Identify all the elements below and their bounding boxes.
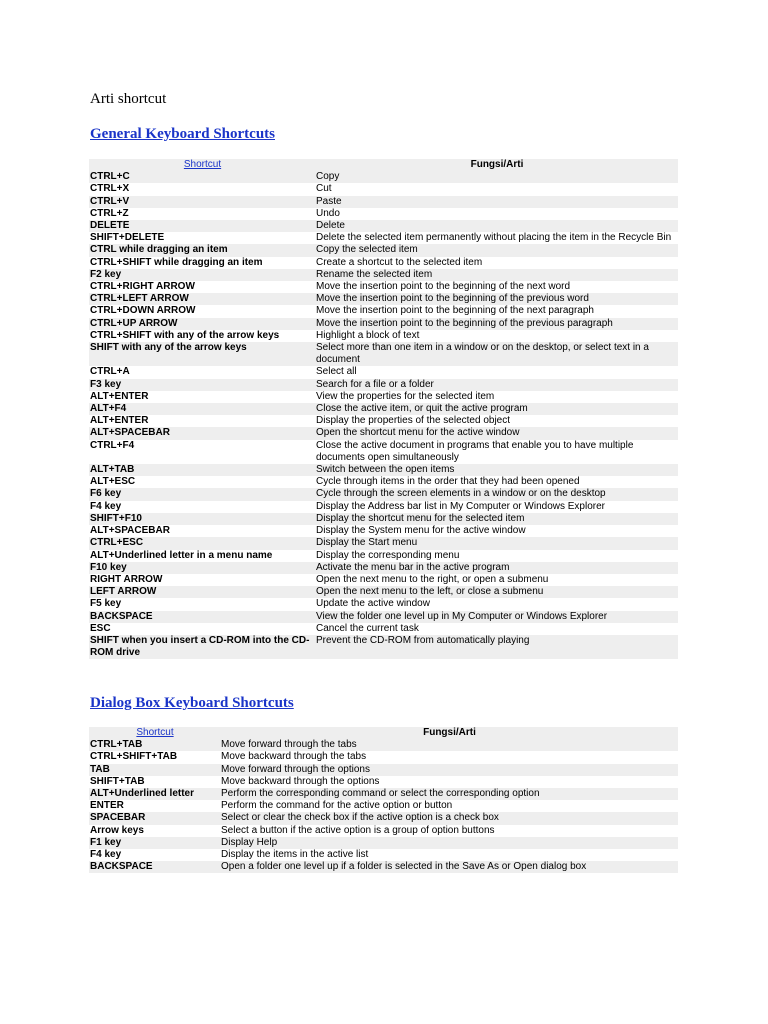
shortcut-key: SHIFT when you insert a CD-ROM into the CD-ROM drive — [90, 634, 310, 659]
table-row — [89, 800, 678, 812]
table-row — [89, 415, 678, 427]
shortcut-description: Select all — [316, 366, 357, 378]
shortcut-key: CTRL+F4 — [90, 439, 135, 451]
table-row — [89, 849, 678, 861]
shortcut-description: Move backward through the options — [221, 775, 380, 787]
shortcut-description: Move the insertion point to the beginning of the next word — [316, 281, 571, 293]
table-row — [89, 244, 678, 256]
shortcut-description: Display Help — [221, 836, 278, 848]
shortcut-key: CTRL while dragging an item — [90, 244, 228, 256]
shortcut-key: ALT+ESC — [90, 476, 136, 488]
shortcut-key: TAB — [90, 763, 110, 775]
shortcut-description: Select more than one item in a window or on the desktop, or select text in a document — [316, 342, 649, 366]
table-row — [89, 379, 678, 391]
shortcut-description: Move forward through the tabs — [221, 739, 357, 751]
shortcut-description: Move the insertion point to the beginning of the next paragraph — [316, 305, 594, 317]
table-row — [89, 196, 678, 208]
table-row — [89, 403, 678, 415]
shortcut-key: LEFT ARROW — [90, 586, 157, 598]
shortcut-description: Move backward through the tabs — [221, 751, 367, 763]
shortcut-description: Display the Start menu — [316, 537, 418, 549]
shortcut-key: SHIFT+DELETE — [90, 232, 165, 244]
table-row — [89, 208, 678, 220]
shortcut-description: Delete — [316, 220, 345, 232]
shortcut-key: ALT+SPACEBAR — [90, 525, 170, 537]
shortcut-key: ALT+ENTER — [90, 390, 149, 402]
shortcut-column-header[interactable]: Shortcut — [136, 727, 174, 738]
shortcut-key: DELETE — [90, 220, 130, 232]
table-row — [89, 635, 678, 659]
shortcut-description: Cut — [316, 183, 332, 195]
shortcut-key: ALT+F4 — [90, 403, 127, 415]
table-row — [89, 476, 678, 488]
table-row — [89, 501, 678, 513]
shortcut-description: Display the corresponding menu — [316, 549, 460, 561]
shortcut-key: SHIFT with any of the arrow keys — [90, 342, 247, 354]
table-row — [89, 513, 678, 525]
dialog-shortcuts-table — [89, 727, 678, 873]
shortcut-description: View the properties for the selected item — [316, 390, 495, 402]
shortcut-key: CTRL+SHIFT with any of the arrow keys — [90, 329, 280, 341]
table-row — [89, 488, 678, 500]
shortcut-key: SHIFT+TAB — [90, 775, 145, 787]
table-row — [89, 293, 678, 305]
table-row — [89, 562, 678, 574]
shortcut-description: Display the items in the active list — [221, 849, 369, 861]
shortcut-key: ALT+TAB — [90, 464, 135, 476]
shortcut-key: CTRL+UP ARROW — [90, 317, 178, 329]
shortcut-key: F3 key — [90, 378, 122, 390]
table-row — [89, 751, 678, 763]
table-row — [89, 788, 678, 800]
shortcut-description: Move the insertion point to the beginning of the previous word — [316, 293, 589, 305]
table-row — [89, 598, 678, 610]
table-row — [89, 220, 678, 232]
shortcut-description: Open the next menu to the right, or open a submenu — [316, 573, 549, 585]
shortcut-description: Select or clear the check box if the active option is a check box — [221, 812, 499, 824]
shortcut-description: Rename the selected item — [316, 268, 433, 280]
shortcut-key: CTRL+RIGHT ARROW — [90, 281, 195, 293]
shortcut-description: Perform the command for the active option or button — [221, 800, 453, 812]
shortcut-description: Open the next menu to the left, or close a submenu — [316, 586, 544, 598]
table-row — [89, 586, 678, 598]
shortcut-description: Move the insertion point to the beginning of the previous paragraph — [316, 317, 613, 329]
shortcut-key: F5 key — [90, 598, 122, 610]
shortcut-description: Display the System menu for the active window — [316, 525, 526, 537]
shortcut-description: Update the active window — [316, 598, 430, 610]
shortcut-key: ESC — [90, 622, 111, 634]
table-row — [89, 183, 678, 195]
table-row — [89, 440, 678, 464]
table-row — [89, 281, 678, 293]
shortcut-key: F4 key — [90, 500, 122, 512]
table-row — [89, 318, 678, 330]
shortcut-description: Display the shortcut menu for the selected item — [316, 512, 525, 524]
general-shortcuts-table — [89, 159, 678, 659]
shortcut-key: SHIFT+F10 — [90, 512, 142, 524]
shortcut-column-header[interactable]: Shortcut — [183, 159, 222, 170]
table-row — [89, 330, 678, 342]
shortcut-key: CTRL+A — [90, 366, 130, 378]
shortcut-key: ENTER — [90, 800, 124, 812]
shortcut-description: Highlight a block of text — [316, 329, 420, 341]
table-row — [89, 837, 678, 849]
dialog-shortcuts-heading[interactable]: Dialog Box Keyboard Shortcuts — [90, 695, 294, 711]
shortcut-key: Arrow keys — [90, 824, 144, 836]
shortcut-description: Undo — [316, 207, 340, 219]
table-row — [89, 739, 678, 751]
shortcut-description: Activate the menu bar in the active program — [316, 561, 510, 573]
table-row — [89, 574, 678, 586]
shortcut-key: BACKSPACE — [90, 610, 153, 622]
shortcut-description: Search for a file or a folder — [316, 378, 434, 390]
shortcut-key: CTRL+V — [90, 195, 130, 207]
shortcut-description: Switch between the open items — [316, 464, 455, 476]
shortcut-description: Perform the corresponding command or select the corresponding option — [221, 788, 540, 800]
meaning-column-header: Fungsi/Arti — [470, 159, 524, 170]
table-row — [89, 427, 678, 439]
shortcut-key: BACKSPACE — [90, 861, 153, 873]
table-row — [89, 305, 678, 317]
table-row — [89, 525, 678, 537]
shortcut-key: RIGHT ARROW — [90, 573, 163, 585]
shortcut-key: ALT+Underlined letter in a menu name — [90, 549, 273, 561]
shortcut-key: CTRL+C — [90, 171, 130, 183]
shortcut-description: Open the shortcut menu for the active window — [316, 427, 520, 439]
table-row — [89, 232, 678, 244]
shortcut-key: ALT+SPACEBAR — [90, 427, 170, 439]
shortcut-description: Prevent the CD-ROM from automatically playing — [316, 634, 530, 646]
table-row — [89, 861, 678, 873]
shortcut-key: CTRL+X — [90, 183, 130, 195]
table-row — [89, 366, 678, 378]
table-row — [89, 776, 678, 788]
table-row — [89, 537, 678, 549]
shortcut-description: Cycle through items in the order that they had been opened — [316, 476, 580, 488]
general-shortcuts-heading[interactable]: General Keyboard Shortcuts — [90, 126, 275, 142]
shortcut-key: CTRL+SHIFT while dragging an item — [90, 256, 263, 268]
shortcut-key: CTRL+LEFT ARROW — [90, 293, 189, 305]
table-row — [89, 257, 678, 269]
shortcut-key: CTRL+ESC — [90, 537, 144, 549]
table-row — [89, 171, 678, 183]
shortcut-description: Select a button if the active option is a group of option buttons — [221, 824, 495, 836]
shortcut-description: Open a folder one level up if a folder is selected in the Save As or Open dialog box — [221, 861, 587, 873]
shortcut-key: F2 key — [90, 268, 122, 280]
shortcut-description: Move forward through the options — [221, 763, 370, 775]
table-row — [89, 611, 678, 623]
shortcut-description: Close the active document in programs that enable you to have multiple documents open simultaneously — [316, 439, 634, 463]
shortcut-key: CTRL+SHIFT+TAB — [90, 751, 178, 763]
table-row — [89, 812, 678, 824]
table-header-row — [89, 727, 678, 739]
shortcut-description: Delete the selected item permanently without placing the item in the Recycle Bin — [316, 232, 672, 244]
shortcut-description: Create a shortcut to the selected item — [316, 256, 483, 268]
shortcut-key: CTRL+Z — [90, 207, 129, 219]
shortcut-description: Cycle through the screen elements in a window or on the desktop — [316, 488, 606, 500]
shortcut-description: Copy the selected item — [316, 244, 418, 256]
shortcut-key: CTRL+TAB — [90, 739, 143, 751]
table-row — [89, 269, 678, 281]
shortcut-key: F1 key — [90, 836, 122, 848]
table-row — [89, 391, 678, 403]
table-header-row — [89, 159, 678, 171]
shortcut-description: Cancel the current task — [316, 622, 419, 634]
shortcut-key: F4 key — [90, 849, 122, 861]
table-row — [89, 464, 678, 476]
table-row — [89, 825, 678, 837]
shortcut-description: Copy — [316, 171, 340, 183]
table-row — [89, 764, 678, 776]
shortcut-description: View the folder one level up in My Computer or Windows Explorer — [316, 610, 608, 622]
shortcut-key: ALT+ENTER — [90, 415, 149, 427]
shortcut-key: ALT+Underlined letter — [90, 788, 194, 800]
table-row — [89, 550, 678, 562]
shortcut-key: F6 key — [90, 488, 122, 500]
document-title: Arti shortcut — [90, 91, 167, 107]
shortcut-description: Close the active item, or quit the active program — [316, 403, 528, 415]
shortcut-key: SPACEBAR — [90, 812, 146, 824]
table-row — [89, 623, 678, 635]
shortcut-description: Display the Address bar list in My Computer or Windows Explorer — [316, 500, 605, 512]
shortcut-description: Paste — [316, 195, 342, 207]
shortcut-key: CTRL+DOWN ARROW — [90, 305, 196, 317]
table-row — [89, 342, 678, 366]
shortcut-key: F10 key — [90, 561, 127, 573]
shortcut-description: Display the properties of the selected object — [316, 415, 510, 427]
meaning-column-header: Fungsi/Arti — [423, 727, 476, 738]
